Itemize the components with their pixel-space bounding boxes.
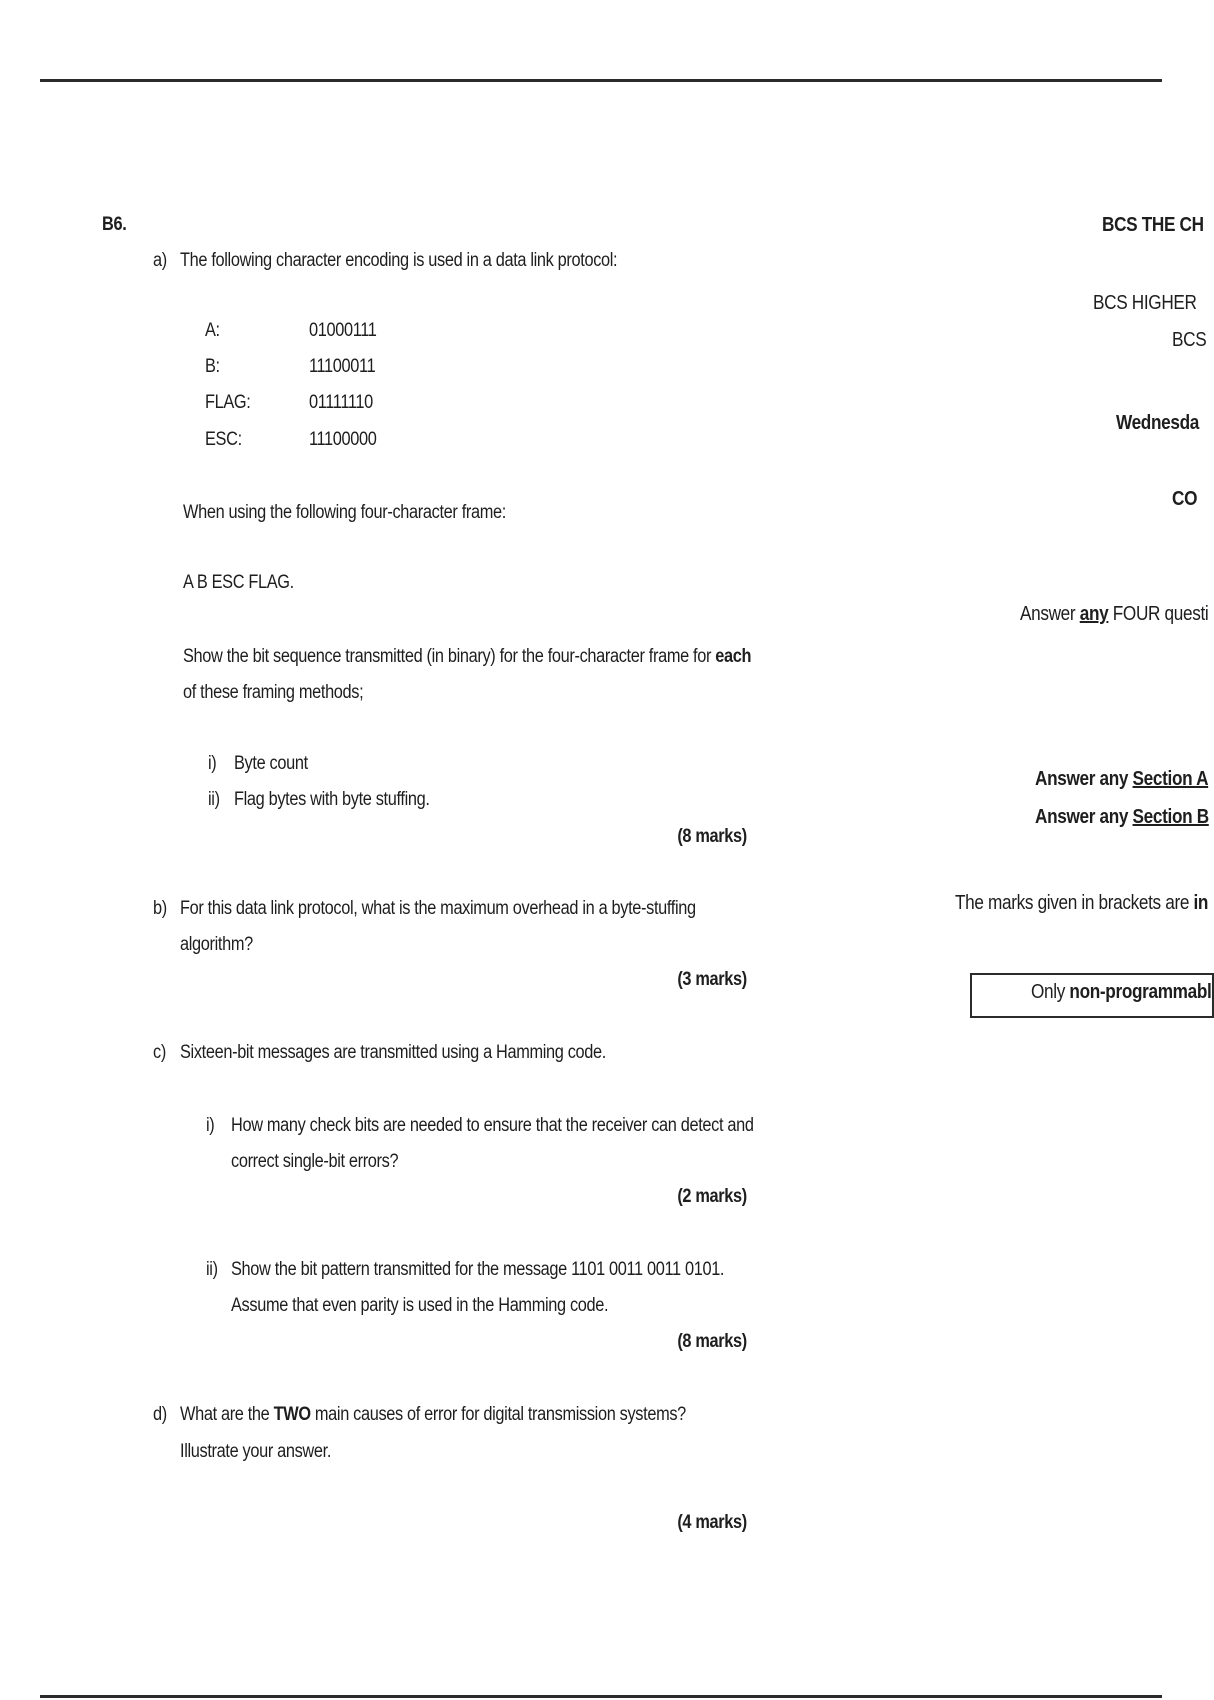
- part-a-label: a): [153, 250, 167, 271]
- part-c-ii-marks: (8 marks): [677, 1331, 747, 1352]
- part-c-ii-line1: Show the bit pattern transmitted for the message 1101 0011 0011 0101.: [231, 1259, 725, 1280]
- cover-section-b-text: Answer any: [1035, 806, 1133, 828]
- encoding-char-b: B:: [205, 356, 220, 377]
- part-c-i-line2: correct single-bit errors?: [231, 1151, 399, 1172]
- part-c-label: c): [153, 1042, 166, 1063]
- part-b-line2: algorithm?: [180, 934, 253, 955]
- method-i-label: i): [208, 753, 217, 774]
- calculator-notice: [1031, 981, 1211, 1004]
- part-c-ii-label: ii): [206, 1259, 218, 1280]
- part-b-label: b): [153, 898, 167, 919]
- calculator-notice-bold: non-programmabl: [1069, 981, 1212, 1003]
- show-instruction-text: Show the bit sequence transmitted (in binary) for the four-character frame for: [183, 646, 716, 667]
- cover-section-b-link: Section B: [1132, 806, 1209, 828]
- show-instruction-line1: [183, 646, 751, 668]
- cover-section-a-text: Answer any: [1035, 768, 1133, 790]
- frame-intro: When using the following four-character frame:: [183, 502, 506, 523]
- encoding-char-flag: FLAG:: [205, 392, 251, 413]
- bottom-rule: [40, 1695, 1162, 1698]
- method-i-text: Byte count: [234, 753, 308, 774]
- show-instruction-line2: of these framing methods;: [183, 682, 364, 703]
- cover-marks-note-bold: in: [1193, 892, 1209, 914]
- cover-exam-line: BCS HIGHER: [1093, 292, 1197, 314]
- cover-module-line: BCS: [1172, 329, 1207, 351]
- encoding-code-a: 01000111: [309, 320, 377, 341]
- frame-sequence: A B ESC FLAG.: [183, 572, 294, 593]
- encoding-char-a: A:: [205, 320, 220, 341]
- encoding-code-esc: 11100000: [309, 429, 377, 450]
- part-d-line1-end: main causes of error for digital transmission systems?: [310, 1404, 686, 1425]
- method-ii-label: ii): [208, 789, 220, 810]
- encoding-char-esc: ESC:: [205, 429, 242, 450]
- method-ii-text: Flag bytes with byte stuffing.: [234, 789, 430, 810]
- cover-section-a-link: Section A: [1132, 768, 1209, 790]
- part-c-i-line1: How many check bits are needed to ensure that the receiver can detect and: [231, 1115, 754, 1136]
- encoding-code-flag: 01111110: [309, 392, 373, 413]
- cover-marks-note: [955, 892, 1208, 915]
- part-d-marks: (4 marks): [677, 1512, 747, 1533]
- part-c-i-label: i): [206, 1115, 215, 1136]
- encoding-code-b: 11100011: [309, 356, 376, 377]
- part-d-line1: [180, 1404, 686, 1426]
- part-d-line2: Illustrate your answer.: [180, 1441, 332, 1462]
- cover-section-b: [1035, 806, 1209, 829]
- part-d-emphasis: TWO: [273, 1404, 311, 1425]
- part-a-intro: The following character encoding is used in a data link protocol:: [180, 250, 618, 271]
- part-d-line1-start: What are the: [180, 1404, 274, 1425]
- question-number: B6.: [102, 214, 127, 235]
- part-c-ii-line2: Assume that even parity is used in the Hamming code.: [231, 1295, 609, 1316]
- cover-answer-any: any: [1079, 603, 1109, 625]
- cover-date: Wednesda: [1116, 412, 1199, 434]
- show-instruction-emphasis: each: [715, 646, 752, 667]
- cover-answer-instruction: [1020, 603, 1208, 626]
- calculator-notice-text: Only: [1031, 981, 1070, 1003]
- part-d-label: d): [153, 1404, 167, 1425]
- cover-answer-end: FOUR questi: [1108, 603, 1209, 625]
- part-c-i-marks: (2 marks): [677, 1186, 747, 1207]
- cover-marks-note-text: The marks given in brackets are: [955, 892, 1194, 914]
- cover-subject: CO: [1172, 488, 1198, 510]
- part-b-line1: For this data link protocol, what is the maximum overhead in a byte-stuffing: [180, 898, 696, 919]
- part-b-marks: (3 marks): [677, 969, 747, 990]
- cover-answer-start: Answer: [1020, 603, 1080, 625]
- part-a-marks: (8 marks): [677, 826, 747, 847]
- cover-title: BCS THE CH: [1102, 214, 1204, 236]
- top-rule: [40, 79, 1162, 82]
- part-c-intro: Sixteen-bit messages are transmitted using a Hamming code.: [180, 1042, 606, 1063]
- cover-section-a: [1035, 768, 1208, 791]
